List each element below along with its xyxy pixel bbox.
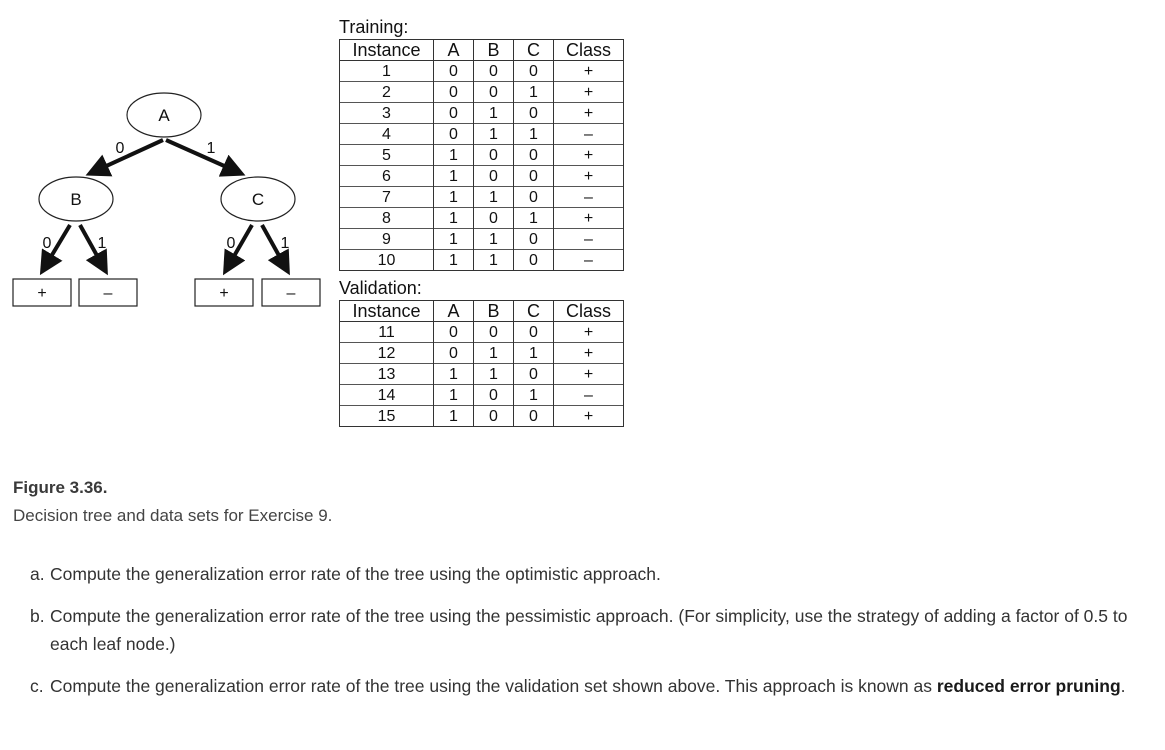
- table-cell: 15: [340, 406, 434, 427]
- question-label: a.: [30, 564, 45, 584]
- table-cell: 1: [434, 364, 474, 385]
- exercise-questions: [30, 560, 1155, 714]
- question-text: Compute the generalization error rate of the tree using the validation set shown above. This approach is known as: [50, 676, 937, 696]
- table-row: [340, 124, 624, 145]
- table-cell: 1: [514, 208, 554, 229]
- table-cell: 0: [474, 61, 514, 82]
- table-cell: 0: [514, 103, 554, 124]
- training-caption: Training:: [339, 17, 409, 37]
- column-header: A: [434, 40, 474, 61]
- table-cell: –: [554, 124, 624, 145]
- question-text: Compute the generalization error rate of the tree using the optimistic approach.: [50, 564, 661, 584]
- node-a-label: A: [158, 106, 170, 125]
- table-cell: +: [554, 406, 624, 427]
- table-cell: 0: [434, 322, 474, 343]
- edge-label-c-leaf3: 0: [226, 235, 236, 252]
- table-cell: 1: [434, 406, 474, 427]
- table-cell: 8: [340, 208, 434, 229]
- table-cell: 14: [340, 385, 434, 406]
- column-header: A: [434, 301, 474, 322]
- leaf-3-label: +: [219, 285, 229, 302]
- table-cell: +: [554, 166, 624, 187]
- table-cell: 1: [434, 250, 474, 271]
- table-cell: –: [554, 229, 624, 250]
- table-cell: 0: [434, 343, 474, 364]
- table-cell: –: [554, 250, 624, 271]
- column-header: Instance: [340, 40, 434, 61]
- question-text: Compute the generalization error rate of the tree using the pessimistic approach. (For simplicity, use the strategy of adding a factor of 0.5 to each leaf node.): [50, 606, 1128, 654]
- edge-a-b: [91, 140, 163, 173]
- table-cell: 1: [474, 187, 514, 208]
- table-cell: 1: [474, 250, 514, 271]
- table-cell: 10: [340, 250, 434, 271]
- table-row: [340, 103, 624, 124]
- table-cell: 1: [434, 229, 474, 250]
- table-row: [340, 406, 624, 427]
- figure-caption: Decision tree and data sets for Exercise 9.: [13, 506, 333, 525]
- edge-label-b-leaf2: 1: [97, 235, 107, 252]
- table-cell: 1: [434, 166, 474, 187]
- table-cell: 13: [340, 364, 434, 385]
- node-b-label: B: [70, 190, 82, 209]
- table-row: [340, 322, 624, 343]
- validation-table: [339, 300, 624, 427]
- table-cell: 0: [434, 82, 474, 103]
- table-cell: 1: [474, 124, 514, 145]
- column-header: C: [514, 301, 554, 322]
- column-header: Instance: [340, 301, 434, 322]
- question-label: b.: [30, 606, 45, 626]
- edge-a-c: [166, 140, 240, 173]
- table-cell: 2: [340, 82, 434, 103]
- table-cell: +: [554, 145, 624, 166]
- table-cell: +: [554, 61, 624, 82]
- table-cell: 1: [474, 229, 514, 250]
- table-cell: 1: [434, 187, 474, 208]
- table-row: [340, 385, 624, 406]
- table-cell: 1: [514, 385, 554, 406]
- table-cell: 1: [474, 103, 514, 124]
- edge-label-a-b: 0: [115, 140, 125, 157]
- table-cell: 1: [340, 61, 434, 82]
- training-table: [339, 39, 624, 271]
- table-row: [340, 61, 624, 82]
- table-row: [340, 250, 624, 271]
- table-cell: –: [554, 187, 624, 208]
- table-cell: +: [554, 322, 624, 343]
- table-cell: 0: [474, 385, 514, 406]
- table-cell: 12: [340, 343, 434, 364]
- table-cell: 1: [474, 343, 514, 364]
- table-row: [340, 82, 624, 103]
- table-cell: 0: [434, 103, 474, 124]
- table-cell: 0: [514, 322, 554, 343]
- table-cell: +: [554, 364, 624, 385]
- leaf-1-label: +: [37, 285, 47, 302]
- table-header-row: [340, 301, 624, 322]
- edge-label-a-c: 1: [206, 140, 216, 157]
- column-header: Class: [554, 40, 624, 61]
- table-cell: 1: [434, 145, 474, 166]
- table-cell: 1: [514, 124, 554, 145]
- table-cell: 0: [474, 322, 514, 343]
- column-header: B: [474, 301, 514, 322]
- table-row: [340, 343, 624, 364]
- table-row: [340, 208, 624, 229]
- bold-term: reduced error pruning: [936, 676, 1121, 696]
- table-cell: 0: [514, 406, 554, 427]
- table-row: [340, 364, 624, 385]
- edge-label-c-leaf4: 1: [280, 235, 290, 252]
- table-cell: 1: [514, 343, 554, 364]
- table-cell: 0: [514, 187, 554, 208]
- decision-tree-diagram: [0, 0, 330, 320]
- table-cell: 3: [340, 103, 434, 124]
- table-cell: 0: [514, 250, 554, 271]
- table-cell: 0: [474, 82, 514, 103]
- table-row: [340, 145, 624, 166]
- edge-label-b-leaf1: 0: [42, 235, 52, 252]
- table-cell: 9: [340, 229, 434, 250]
- table-cell: 0: [514, 166, 554, 187]
- question-c: [30, 672, 1155, 700]
- table-cell: 0: [474, 166, 514, 187]
- table-cell: +: [554, 208, 624, 229]
- table-cell: 0: [474, 406, 514, 427]
- table-cell: 0: [434, 124, 474, 145]
- table-row: [340, 229, 624, 250]
- table-cell: 1: [434, 208, 474, 229]
- table-cell: 0: [514, 364, 554, 385]
- table-cell: +: [554, 343, 624, 364]
- question-label: c.: [30, 676, 44, 696]
- table-cell: 0: [514, 145, 554, 166]
- table-cell: 11: [340, 322, 434, 343]
- table-cell: 0: [474, 145, 514, 166]
- validation-caption: Validation:: [339, 278, 422, 298]
- question-text-end: .: [1120, 676, 1126, 696]
- table-row: [340, 166, 624, 187]
- leaf-4-label: –: [286, 285, 296, 302]
- table-cell: 0: [434, 61, 474, 82]
- table-cell: 0: [514, 229, 554, 250]
- table-cell: +: [554, 82, 624, 103]
- column-header: B: [474, 40, 514, 61]
- table-cell: 1: [514, 82, 554, 103]
- question-a: [30, 560, 1155, 588]
- table-cell: 4: [340, 124, 434, 145]
- column-header: C: [514, 40, 554, 61]
- table-cell: 5: [340, 145, 434, 166]
- node-c-label: C: [251, 190, 265, 209]
- table-row: [340, 187, 624, 208]
- table-cell: 1: [434, 385, 474, 406]
- leaf-2-label: –: [103, 285, 113, 302]
- table-cell: –: [554, 385, 624, 406]
- table-cell: 1: [474, 364, 514, 385]
- table-cell: 7: [340, 187, 434, 208]
- table-cell: 0: [474, 208, 514, 229]
- question-b: [30, 602, 1155, 658]
- figure-number: Figure 3.36.: [13, 478, 108, 497]
- table-cell: +: [554, 103, 624, 124]
- table-header-row: [340, 40, 624, 61]
- table-cell: 0: [514, 61, 554, 82]
- table-cell: 6: [340, 166, 434, 187]
- column-header: Class: [554, 301, 624, 322]
